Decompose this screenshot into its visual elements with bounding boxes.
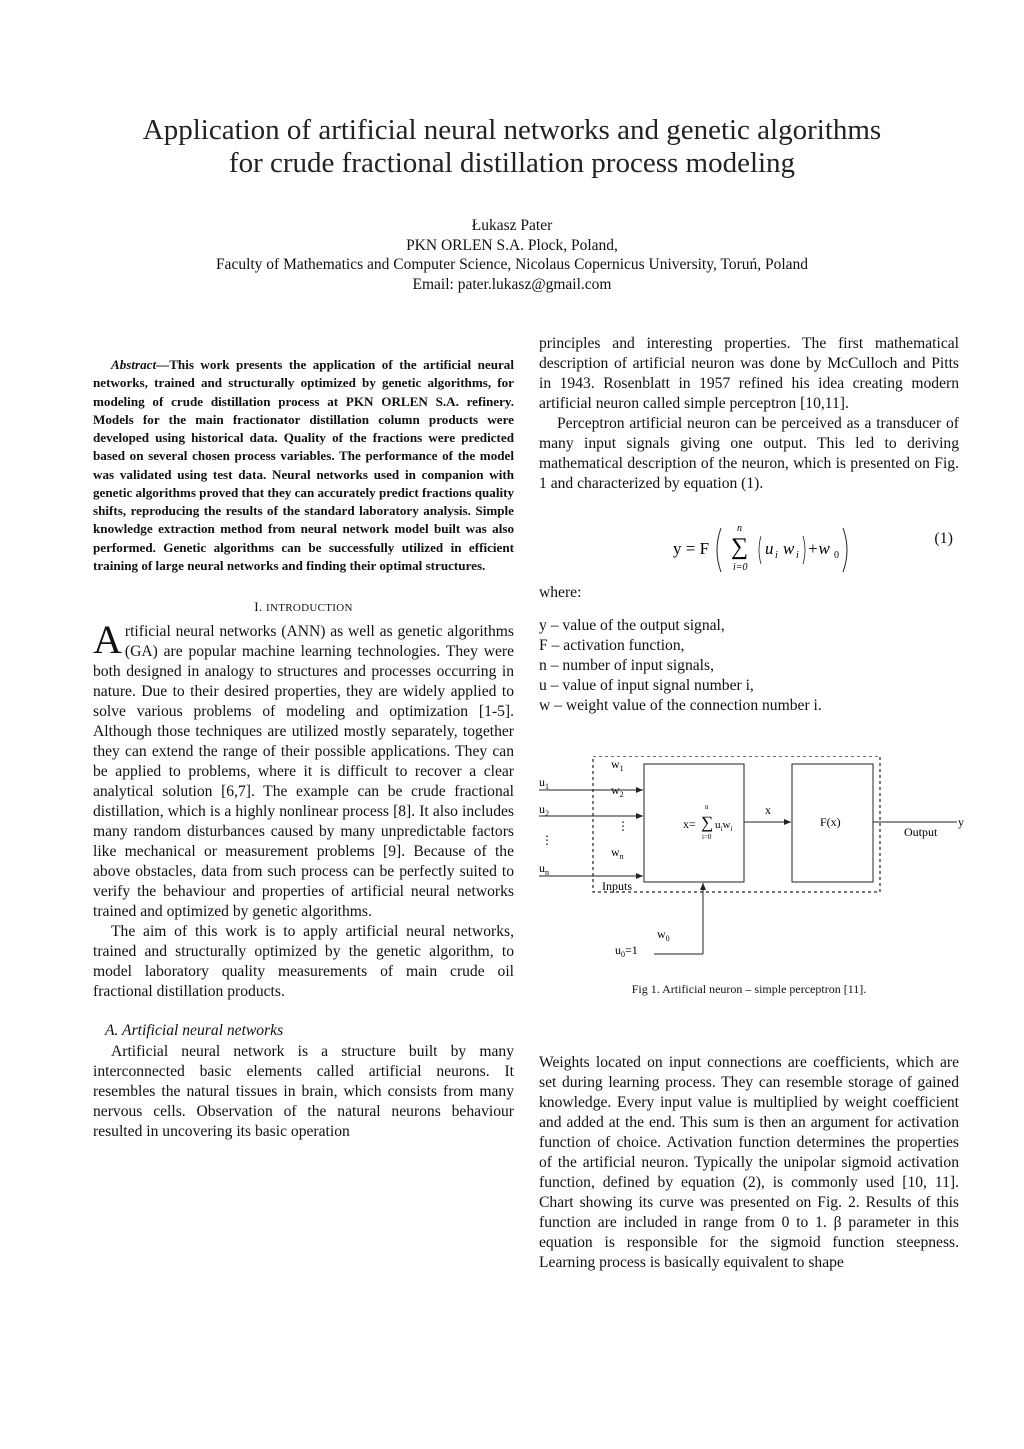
sum-term: [715, 819, 732, 833]
activation-label: F(x): [820, 815, 841, 829]
weight-label: w: [611, 845, 620, 859]
sum-term-u: u: [715, 819, 721, 831]
input-label-u1: [539, 775, 549, 791]
bias-weight-w: w: [657, 927, 666, 941]
where-label: where:: [539, 584, 582, 601]
weight-label-dots: ⋮: [617, 819, 629, 833]
right-paragraph-1: Perceptron artificial neuron can be perceived as a transducer of many input signals giving one output. This led to deriving mathematical description of the neuron, which is presented on Fig. 1 and characterized by equation (1).: [539, 415, 959, 492]
equation-1-formula: [669, 514, 969, 576]
ann-paragraph-1: Artificial neural network is a structure built by many interconnected basic elements called artificial neurons. It resembles the natural tissues in brain, which consists from many nervous cells. Observation of the natural neurons behaviour resulted in uncovering its basic operation: [93, 1043, 514, 1140]
right-column: [539, 334, 964, 1273]
weight-label-w1: [611, 757, 624, 773]
weight-label: w: [611, 783, 620, 797]
abstract: [93, 356, 514, 575]
intro-paragraph-2: The aim of this work is to apply artificial neural networks, trained and structurally optimized by the genetic algorithm, to model laboratory quality measurements of main crude oil fractional distillation products.: [93, 923, 514, 1000]
bias-input-value: =1: [625, 943, 638, 957]
bias-weight-sub: 0: [665, 934, 670, 943]
eq-inner-left-paren: [759, 536, 761, 564]
definition-item: w – weight value of the connection number i.: [539, 697, 822, 714]
eq-sum-symbol: ∑: [731, 534, 749, 560]
input-sub: 1: [545, 782, 549, 791]
weight-sub: 2: [619, 790, 624, 799]
eq-w0-sub: 0: [834, 550, 839, 561]
sum-lower: i=0: [702, 833, 712, 841]
input-label: u: [539, 861, 545, 875]
input-label-un: [539, 861, 549, 877]
eq-u: u: [765, 539, 774, 558]
weight-sub: n: [619, 852, 624, 861]
definition-item: n – number of input signals,: [539, 657, 714, 674]
definition-item: y – value of the output signal,: [539, 617, 725, 634]
eq-u-sub: i: [775, 550, 778, 561]
author-name: Łukasz Pater: [471, 217, 553, 234]
intro-paragraph-1: Artificial neural networks (ANN) as well as genetic algorithms (GA) are popular machine learning technologies. They were both designed in analogy to structures and processes occurring in nature. Due to their desired properties, they are widely applied to solve various problems of modeling and optimization [1-5]. Although those techniques are utilized mostly separately, together they can extend the range of their possible applications. They can be applied to problems, where it is difficult to recover a clear analytical solution [6,7]. The example can be crude fractional distillation, which is a highly nonlinear process [8]. It also includes many random disturbances caused by many unpredictable factors like mechanical or measurement problems [9]. Because of the above obstacles, data from such process can be perfectly suited to verify the behaviour and properties of artificial neural networks trained and optimized by genetic algorithms.: [93, 617, 514, 920]
figure-1: [539, 756, 964, 1011]
eq-left-paren: [717, 528, 721, 572]
perceptron-diagram: [539, 756, 969, 986]
x-label: x: [765, 803, 771, 817]
input-label-dots: ⋮: [541, 833, 553, 847]
y-label: y: [958, 815, 964, 829]
left-column: [93, 356, 514, 1142]
sum-term-w: w: [722, 819, 731, 831]
paper-title: [60, 114, 964, 180]
author-email: Email: pater.lukasz@gmail.com: [412, 275, 612, 293]
eq-inner-right-paren: [803, 536, 805, 564]
input-label-u2: [539, 802, 549, 818]
title-line-1: Application of artificial neural networks and genetic algorithms: [142, 114, 882, 146]
equation-number: (1): [934, 530, 953, 547]
eq-right-paren: [843, 528, 847, 572]
sum-symbol: ∑: [701, 813, 714, 832]
right-paragraph-2: Weights located on input connections are coefficients, which are set during learning process. They can resemble storage of gained knowledge. Every input value is multiplied by weight coefficient and added at the end. This sum is then an argument for activation function of choice. Activation function determines the properties of the artificial neuron. Typically the unipolar sigmoid activation function, defined by equation (2), is commonly used [10, 11]. Chart showing its curve was presented on Fig. 2. Results of this function are included in range from 0 to 1. β parameter in this equation is responsible for the sigmoid function steepness. Learning process is basically equivalent to shape: [539, 1054, 959, 1271]
weight-label: w: [611, 757, 620, 771]
input-sub: 2: [545, 809, 549, 818]
bias-input-sub: 0: [621, 950, 625, 959]
eq-plus-w0: +w: [807, 539, 830, 558]
abstract-text: This work presents the application of the artificial neural networks, trained and structurally optimized by genetic algorithms, for modeling of crude distillation process at PKN ORLEN S.A. refinery. Models for the main fractionator distillation column products were developed using historical data. Quality of the fractions were predicted based on several chosen process variables. The performance of the model was validated using test data. Neural networks used in companion with genetic algorithms proved that they can accurately predict fractions quality shifts, reproducing the results of the standard laboratory analysis. Simple knowledge extraction method from neural network model built was also performed. Genetic algorithms can be successfully utilized in efficient training of large neural networks and finding their optimal structures.: [93, 357, 515, 573]
eq-w-sub: i: [796, 550, 799, 561]
definition-item: F – activation function,: [539, 637, 685, 654]
eq-w: w: [783, 539, 795, 558]
weight-label-wn: [611, 845, 624, 861]
author-affiliation-2: Faculty of Mathematics and Computer Science, Nicolaus Copernicus University, Toruń, Poland: [215, 256, 809, 273]
eq-lhs: y = F: [673, 539, 710, 558]
figure-1-caption: Fig 1. Artificial neuron – simple perceptron [11].: [631, 982, 867, 996]
definition-list: [539, 616, 959, 716]
author-block: [60, 216, 964, 294]
bias-weight-label: [657, 927, 670, 943]
definition-item: u – value of input signal number i,: [539, 677, 754, 694]
input-label: u: [539, 802, 545, 816]
right-paragraph-0: principles and interesting properties. The first mathematical description of artificial neuron was done by McCulloch and Pitts in 1943. Rosenblatt in 1957 refined his idea creating modern artificial neuron called simple perceptron [10,11].: [539, 335, 959, 412]
input-sub: n: [545, 868, 549, 877]
abstract-lead: Abstract—: [111, 357, 170, 372]
inputs-label: Inputs: [602, 879, 632, 893]
eq-sum-upper: n: [737, 523, 742, 534]
sum-term-sub: i: [720, 825, 723, 833]
sum-label: x=: [683, 817, 696, 831]
author-affiliation-1: PKN ORLEN S.A. Plock, Poland,: [406, 236, 618, 254]
section-number: I.: [254, 599, 263, 614]
input-label: u: [539, 775, 545, 789]
section-title: INTRODUCTION: [266, 602, 353, 614]
weight-sub: 1: [619, 764, 624, 773]
sum-upper: n: [705, 803, 709, 811]
equation-1: [539, 514, 959, 576]
subsection-heading-ann: A. Artificial neural networks: [105, 1022, 284, 1039]
sum-term-sub: i: [730, 825, 733, 833]
eq-sum-lower: i=0: [733, 562, 748, 573]
weight-label-w2: [611, 783, 624, 799]
bias-input-u: u: [615, 943, 621, 957]
bias-input-label: [615, 943, 638, 959]
title-line-2: for crude fractional distillation process modeling: [228, 147, 796, 179]
section-heading-introduction: [93, 599, 514, 615]
output-label: Output: [904, 825, 938, 839]
